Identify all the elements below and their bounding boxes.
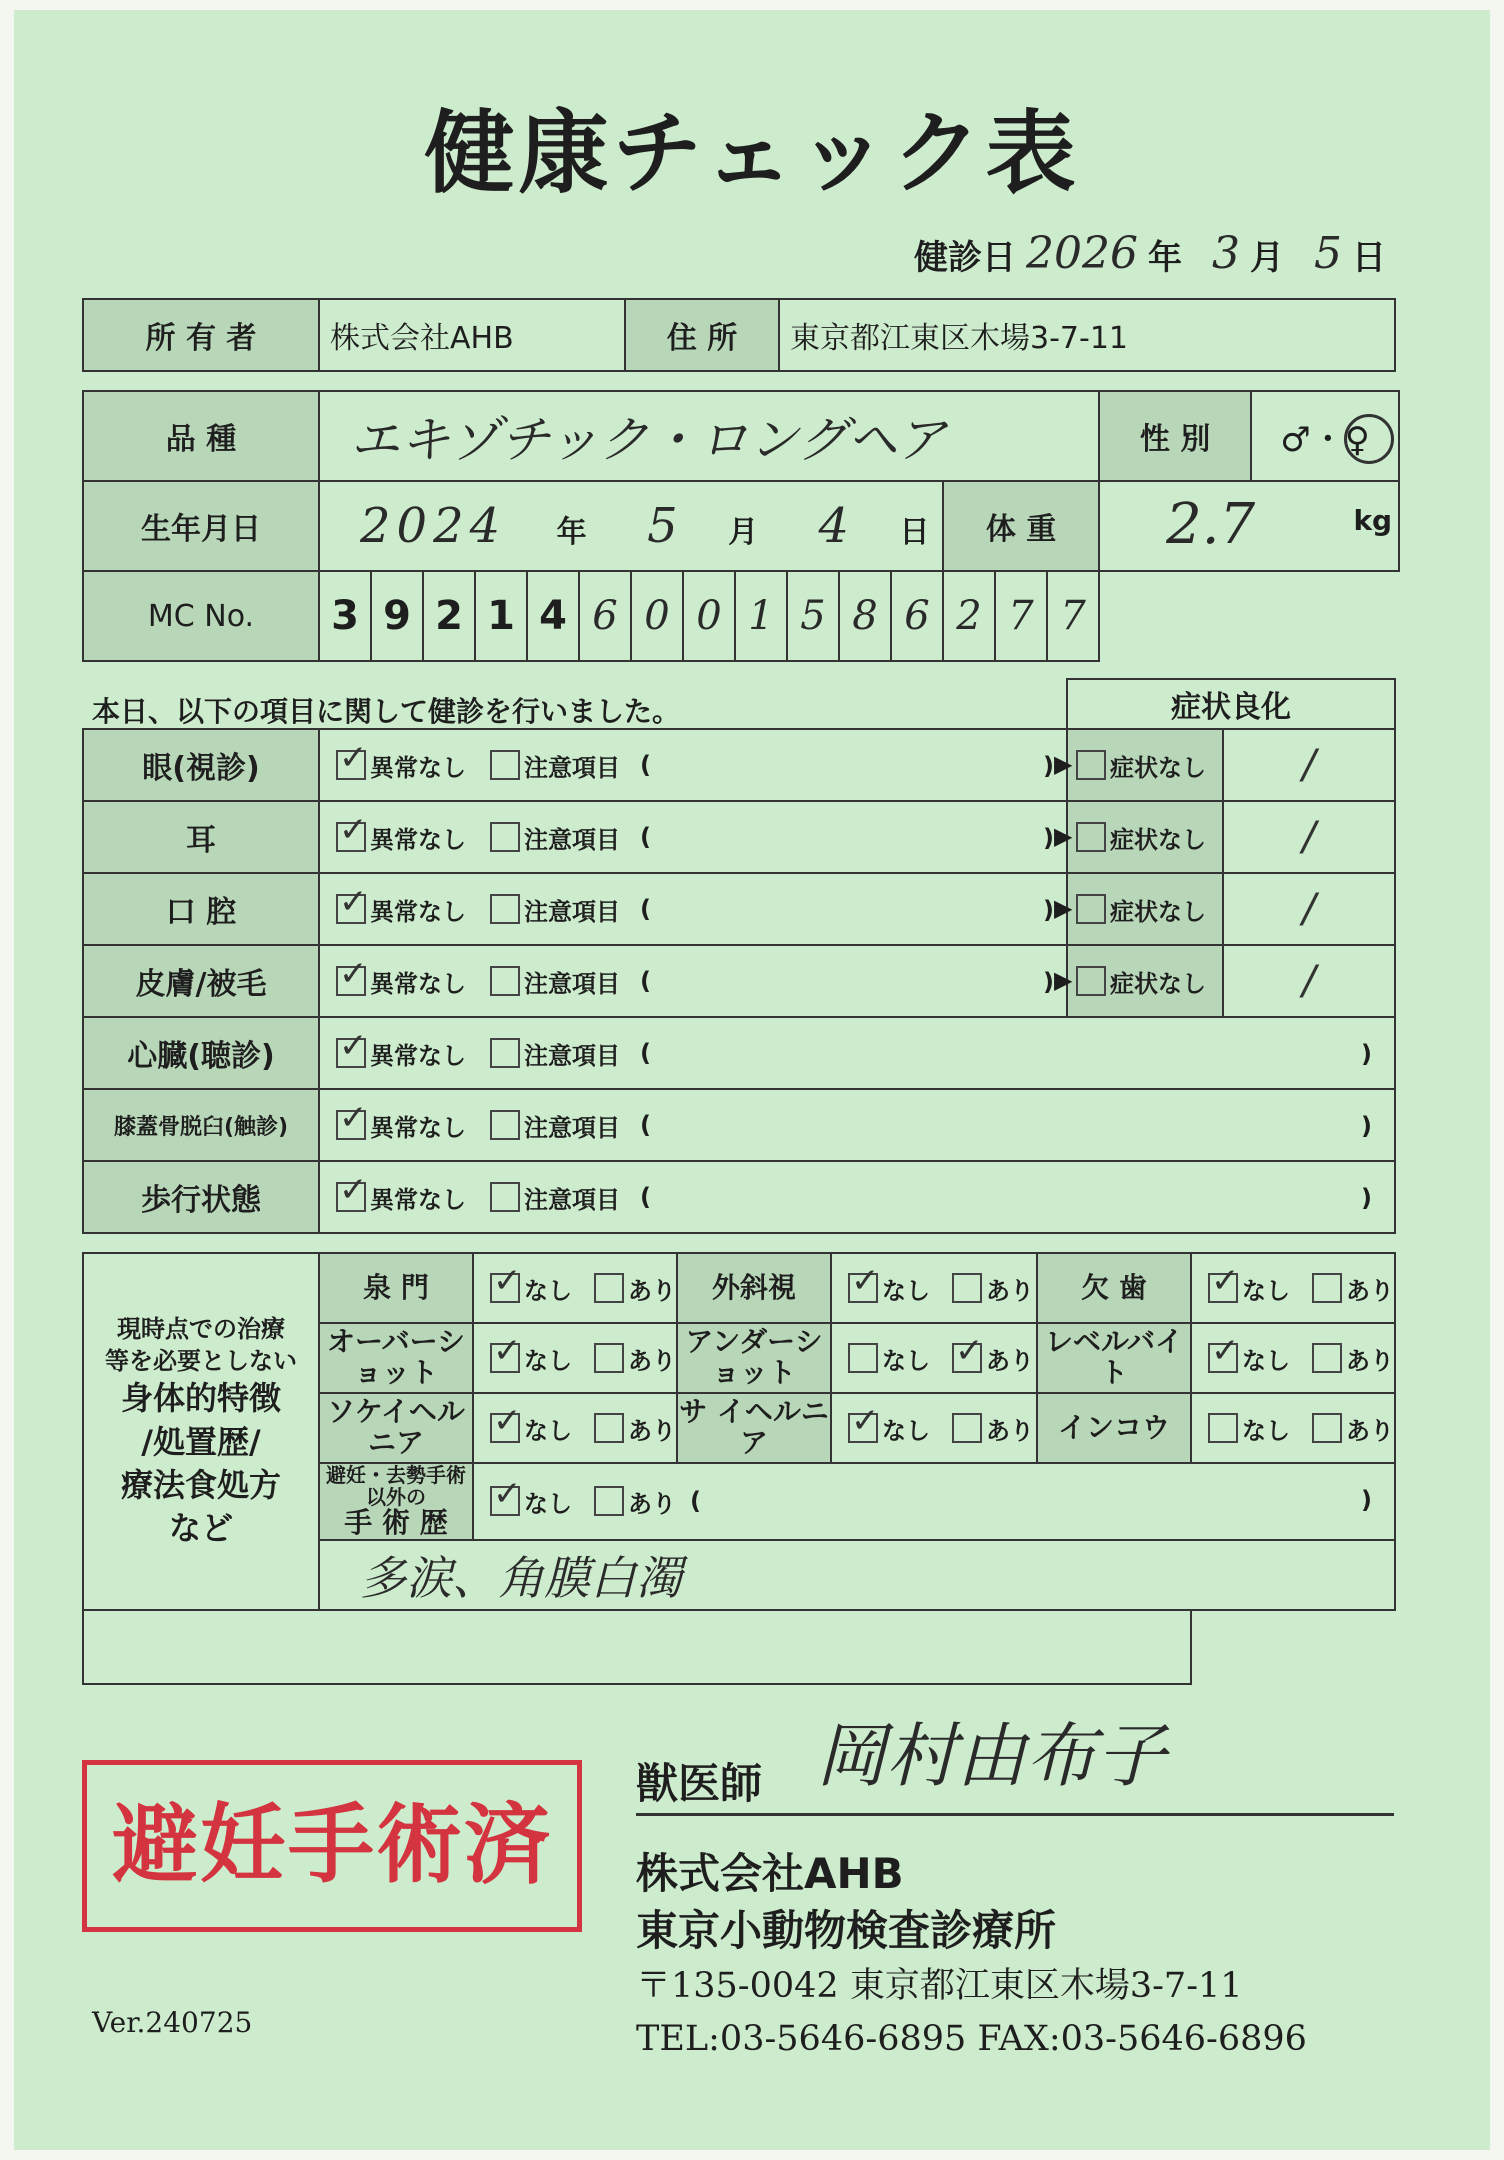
checkup-table [82, 678, 1396, 1234]
notes-row-blank [83, 1610, 1395, 1684]
feature-options [831, 1253, 1037, 1323]
paren-close: ) [1361, 1112, 1372, 1140]
feature-label: 外斜視 [677, 1253, 831, 1323]
features-table [82, 1252, 1396, 1685]
feature-yes-label: あり [1346, 1346, 1394, 1375]
no-symptom-cell [1054, 801, 1223, 873]
mc-digit: 9 [371, 571, 423, 661]
checkup-row [83, 873, 1395, 945]
feature-yes-checkbox[interactable] [1312, 1273, 1342, 1303]
feature-yes-label: あり [986, 1346, 1034, 1375]
clinic-address: 〒135-0042 東京都江東区木場3-7-11 [636, 1966, 1243, 2006]
caution-checkbox[interactable] [490, 1182, 520, 1212]
normal-label: 異常なし [370, 1113, 466, 1142]
feature-options [1191, 1323, 1395, 1393]
checkup-row [83, 1089, 1395, 1161]
feature-none-checkbox[interactable] [490, 1343, 520, 1373]
paren-close: ) [1043, 896, 1054, 924]
caution-checkbox[interactable] [490, 1110, 520, 1140]
feature-yes-label: あり [1346, 1416, 1394, 1445]
no-symptom-checkbox[interactable] [1076, 822, 1106, 852]
feature-none-checkbox[interactable] [1208, 1343, 1238, 1373]
feature-label: インコウ [1037, 1393, 1191, 1463]
checkup-item-label: 耳 [83, 801, 319, 873]
checkup-item-label: 心臓(聴診) [83, 1017, 319, 1089]
birth-date [319, 481, 943, 571]
feature-yes-checkbox[interactable] [594, 1413, 624, 1443]
surgery-none-label: なし [524, 1489, 572, 1518]
mc-digit: 5 [787, 571, 839, 661]
feature-none-label: なし [1242, 1276, 1290, 1305]
mc-digit: 1 [735, 571, 787, 661]
checkup-row [83, 729, 1395, 801]
caution-checkbox[interactable] [490, 822, 520, 852]
feature-none-label: なし [524, 1346, 572, 1375]
caution-label: 注意項目 [524, 969, 620, 998]
checkup-item-label: 歩行状態 [83, 1161, 319, 1233]
feature-none-checkbox[interactable] [490, 1413, 520, 1443]
clinic-block [636, 1846, 1056, 1959]
mc-digit: 1 [475, 571, 527, 661]
normal-checkbox[interactable] [336, 966, 366, 996]
feature-label: 欠 歯 [1037, 1253, 1191, 1323]
weight-cell [1099, 481, 1399, 571]
no-symptom-checkbox[interactable] [1076, 966, 1106, 996]
mc-digit: 6 [579, 571, 631, 661]
checkup-row [83, 1017, 1395, 1089]
sex-options-text: ♂・♀ [1280, 419, 1370, 460]
surgery-yes-label: あり [628, 1489, 676, 1518]
improve-slash: / [1223, 801, 1395, 873]
checkup-options [319, 729, 1067, 801]
normal-checkbox[interactable] [336, 1110, 366, 1140]
paren-close: ) [1043, 752, 1054, 780]
feature-options [473, 1323, 677, 1393]
feature-none-checkbox[interactable] [848, 1343, 878, 1373]
sterilized-stamp: 避妊手術済 [82, 1760, 582, 1932]
feature-options [831, 1393, 1037, 1463]
no-symptom-cell [1054, 945, 1223, 1017]
feature-label: アンダーショット [677, 1323, 831, 1393]
checkup-row [83, 1161, 1395, 1233]
feature-none-checkbox[interactable] [848, 1273, 878, 1303]
checkup-item-label: 口 腔 [83, 873, 319, 945]
normal-label: 異常なし [370, 1041, 466, 1070]
breed-label: 品 種 [83, 391, 319, 481]
feature-yes-checkbox[interactable] [952, 1413, 982, 1443]
feature-none-checkbox[interactable] [848, 1413, 878, 1443]
surgery-options [473, 1463, 1395, 1540]
owner-label: 所 有 者 [83, 299, 319, 371]
date-month: 3 [1212, 228, 1240, 279]
feature-yes-label: あり [628, 1346, 676, 1375]
feature-yes-label: あり [628, 1276, 676, 1305]
caution-label: 注意項目 [524, 1185, 620, 1214]
paren-open: ( [640, 751, 651, 779]
address-label: 住 所 [625, 299, 779, 371]
checkup-item-label: 皮膚/被毛 [83, 945, 319, 1017]
normal-label: 異常なし [370, 825, 466, 854]
no-symptom-label: 症状なし [1110, 825, 1206, 854]
form-title: 健康チェック表 [424, 101, 1080, 206]
feature-options [1191, 1253, 1395, 1323]
arrow-icon: ▶ [1054, 894, 1073, 922]
feature-none-checkbox[interactable] [490, 1273, 520, 1303]
version-label: Ver.240725 [92, 2006, 253, 2039]
clinic-contact [636, 1960, 1307, 2066]
improve-slash: / [1223, 873, 1395, 945]
no-symptom-label: 症状なし [1110, 753, 1206, 782]
surgery-none-checkbox[interactable] [490, 1486, 520, 1516]
paren-close: ) [1043, 968, 1054, 996]
no-symptom-cell [1054, 729, 1223, 801]
feature-row [83, 1253, 1395, 1323]
surgery-yes-checkbox[interactable] [594, 1486, 624, 1516]
paren-close: ) [1361, 1184, 1372, 1212]
feature-none-label: なし [1242, 1346, 1290, 1375]
address-value: 東京都江東区木場3-7-11 [779, 299, 1395, 371]
mc-label: MC No. [83, 571, 319, 661]
mc-digit: 0 [631, 571, 683, 661]
mc-digit: 7 [995, 571, 1047, 661]
feature-yes-label: あり [628, 1416, 676, 1445]
weight-label: 体 重 [943, 481, 1099, 571]
feature-yes-checkbox[interactable] [1312, 1343, 1342, 1373]
caution-label: 注意項目 [524, 897, 620, 926]
normal-label: 異常なし [370, 1185, 466, 1214]
no-symptom-label: 症状なし [1110, 897, 1206, 926]
mc-digit: 8 [839, 571, 891, 661]
checkup-options [319, 1017, 1395, 1089]
date-month-unit: 月 [1250, 238, 1284, 278]
feature-none-label: なし [524, 1416, 572, 1445]
normal-checkbox[interactable] [336, 1038, 366, 1068]
side-label-line: 身体的特徴 [120, 1379, 281, 1418]
normal-label: 異常なし [370, 897, 466, 926]
improve-slash: / [1223, 945, 1395, 1017]
clinic-company: 株式会社AHB [636, 1849, 904, 1898]
checkup-date [914, 228, 1386, 279]
side-label-line: など [168, 1508, 233, 1547]
birth-label: 生年月日 [83, 481, 319, 571]
surgery-label [319, 1463, 473, 1540]
side-label-line: 等を必要としない [105, 1347, 297, 1376]
date-day: 5 [1314, 228, 1342, 279]
arrow-icon: ▶ [1054, 822, 1073, 850]
normal-checkbox[interactable] [336, 750, 366, 780]
feature-options [473, 1393, 677, 1463]
birth-day-unit: 日 [899, 515, 930, 550]
mc-digit: 4 [527, 571, 579, 661]
normal-checkbox[interactable] [336, 894, 366, 924]
paren-close: ) [1043, 824, 1054, 852]
feature-none-label: なし [882, 1416, 930, 1445]
birth-year: 2024 [360, 498, 507, 554]
improve-slash: / [1223, 729, 1395, 801]
checkup-intro: 本日、以下の項目に関して健診を行いました。 [92, 695, 681, 728]
paren-open: ( [640, 967, 651, 995]
date-label: 健診日 [914, 238, 1017, 278]
vet-signature: 岡村由布子 [816, 1715, 1166, 1797]
feature-yes-label: あり [986, 1416, 1034, 1445]
feature-yes-checkbox[interactable] [594, 1273, 624, 1303]
normal-checkbox[interactable] [336, 822, 366, 852]
checkup-options [319, 801, 1067, 873]
side-label-line: 療法食処方 [120, 1465, 281, 1504]
breed-value: エキゾチック・ロングヘア [319, 391, 1099, 481]
checkup-row [83, 945, 1395, 1017]
weight-value: 2.7 [1166, 492, 1256, 557]
female-circle-mark [1344, 414, 1394, 464]
owner-table [82, 298, 1396, 372]
caution-label: 注意項目 [524, 825, 620, 854]
surgery-paren-close: ) [1361, 1486, 1372, 1514]
feature-label: 泉 門 [319, 1253, 473, 1323]
feature-options [1191, 1393, 1395, 1463]
caution-label: 注意項目 [524, 753, 620, 782]
date-day-unit: 日 [1352, 238, 1386, 278]
normal-label: 異常なし [370, 969, 466, 998]
date-year: 2026 [1026, 228, 1138, 279]
sex-options [1251, 391, 1399, 481]
date-year-unit: 年 [1148, 238, 1182, 278]
checkup-item-label: 眼(視診) [83, 729, 319, 801]
no-symptom-label: 症状なし [1110, 969, 1206, 998]
feature-options [831, 1323, 1037, 1393]
feature-none-checkbox[interactable] [1208, 1273, 1238, 1303]
arrow-icon: ▶ [1054, 966, 1073, 994]
mc-blank [1099, 571, 1399, 661]
paren-open: ( [640, 895, 651, 923]
feature-none-label: なし [1242, 1416, 1290, 1445]
feature-options [473, 1253, 677, 1323]
sex-label: 性 別 [1099, 391, 1251, 481]
paren-open: ( [640, 1111, 651, 1139]
notes-text: 多涙、角膜白濁 [319, 1540, 1395, 1610]
vet-label: 獣医師 [636, 1759, 763, 1808]
normal-checkbox[interactable] [336, 1182, 366, 1212]
side-label-line: /処置歴/ [141, 1422, 261, 1461]
weight-unit: kg [1353, 504, 1393, 537]
birth-month: 5 [647, 498, 678, 554]
feature-yes-checkbox[interactable] [1312, 1413, 1342, 1443]
caution-checkbox[interactable] [490, 966, 520, 996]
caution-label: 注意項目 [524, 1113, 620, 1142]
caution-label: 注意項目 [524, 1041, 620, 1070]
pet-table [82, 390, 1400, 662]
checkup-item-label: 膝蓋骨脱臼(触診) [83, 1089, 319, 1161]
feature-label: サ イヘルニア [677, 1393, 831, 1463]
feature-yes-checkbox[interactable] [594, 1343, 624, 1373]
side-label-line: 現時点での治療 [117, 1314, 285, 1343]
mc-digit: 0 [683, 571, 735, 661]
arrow-icon: ▶ [1054, 750, 1073, 778]
feature-label: オーバーショット [319, 1323, 473, 1393]
feature-label: レベルバイト [1037, 1323, 1191, 1393]
mc-digit: 7 [1047, 571, 1099, 661]
checkup-options [319, 873, 1067, 945]
feature-label: ソケイヘルニア [319, 1393, 473, 1463]
vet-signature-line [636, 1705, 1394, 1816]
mc-digit: 2 [423, 571, 475, 661]
owner-value: 株式会社AHB [319, 299, 625, 371]
feature-yes-checkbox[interactable] [952, 1273, 982, 1303]
feature-none-label: なし [882, 1276, 930, 1305]
normal-label: 異常なし [370, 753, 466, 782]
checkup-row [83, 801, 1395, 873]
caution-checkbox[interactable] [490, 750, 520, 780]
surgery-paren-open: ( [690, 1487, 701, 1516]
surgery-label-top: 避妊・去勢手術以外の [326, 1463, 466, 1509]
no-symptom-checkbox[interactable] [1076, 750, 1106, 780]
feature-yes-label: あり [1346, 1276, 1394, 1305]
checkup-options [319, 1161, 1395, 1233]
caution-checkbox[interactable] [490, 1038, 520, 1068]
improve-header: 症状良化 [1067, 679, 1395, 729]
feature-none-checkbox[interactable] [1208, 1413, 1238, 1443]
paren-open: ( [640, 1183, 651, 1211]
paren-close: ) [1361, 1040, 1372, 1068]
no-symptom-checkbox[interactable] [1076, 894, 1106, 924]
mc-digit: 6 [891, 571, 943, 661]
paren-open: ( [640, 1039, 651, 1067]
clinic-name: 東京小動物検査診療所 [636, 1905, 1057, 1955]
caution-checkbox[interactable] [490, 894, 520, 924]
feature-none-label: なし [524, 1276, 572, 1305]
paren-open: ( [640, 823, 651, 851]
feature-yes-checkbox[interactable] [952, 1343, 982, 1373]
checkup-options [319, 945, 1067, 1017]
features-side-label [83, 1253, 319, 1610]
mc-digit: 3 [319, 571, 371, 661]
birth-year-unit: 年 [556, 515, 587, 550]
checkup-options [319, 1089, 1395, 1161]
birth-day: 4 [818, 498, 850, 554]
feature-none-label: なし [882, 1346, 930, 1375]
feature-yes-label: あり [986, 1276, 1034, 1305]
clinic-phone-fax: TEL:03-5646-6895 FAX:03-5646-6896 [636, 2019, 1307, 2060]
mc-digit: 2 [943, 571, 995, 661]
birth-month-unit: 月 [728, 515, 759, 550]
surgery-label-bottom: 手 術 歴 [344, 1506, 448, 1539]
notes-blank [83, 1610, 1191, 1684]
no-symptom-cell [1054, 873, 1223, 945]
